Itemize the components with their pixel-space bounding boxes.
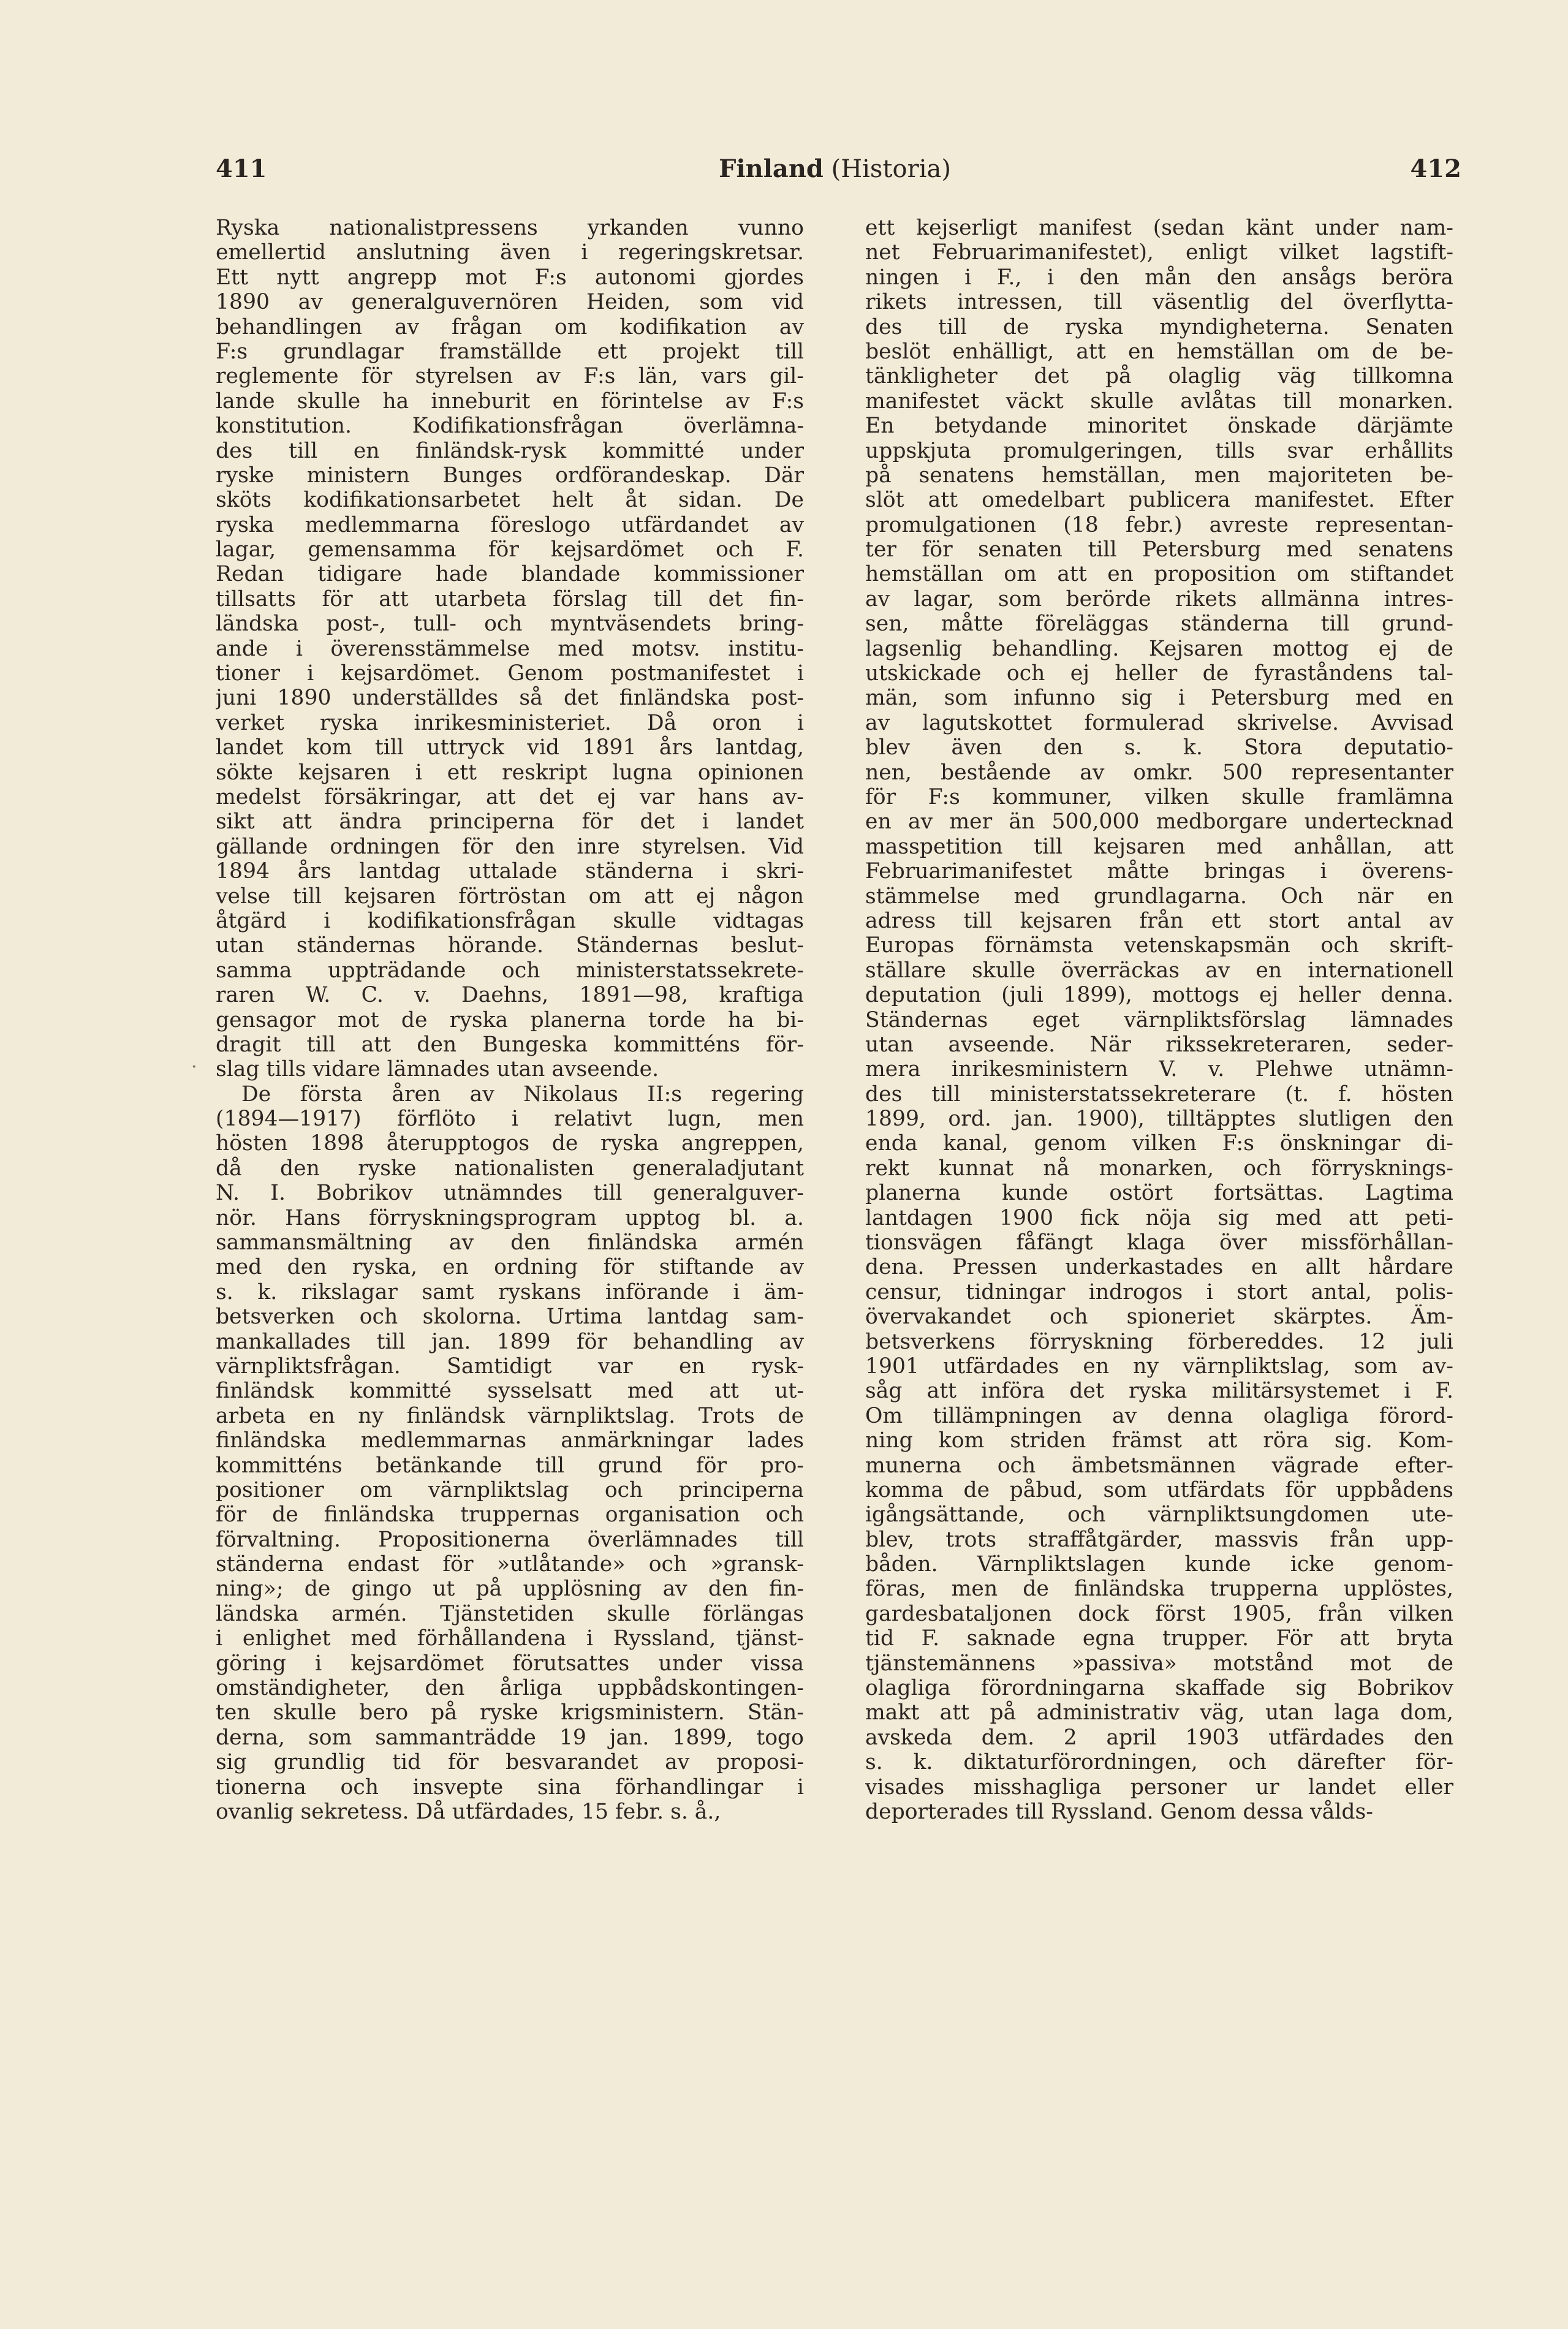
text-line: 1890 av generalguvernören Heiden, som vid (216, 290, 804, 315)
text-line: övervakandet och spioneriet skärptes. Äm- (865, 1305, 1453, 1330)
text-line: samma uppträdande och ministerstatssekrete- (216, 958, 804, 983)
text-line: 1901 utfärdades en ny värnpliktslag, som av- (865, 1354, 1453, 1379)
text-line: Europas förnämsta vetenskapsmän och skrift- (865, 933, 1453, 958)
text-line: masspetition till kejsaren med anhållan, att (865, 834, 1453, 859)
text-line: ter för senaten till Petersburg med senatens (865, 537, 1453, 562)
text-line: ovanlig sekretess. Då utfärdades, 15 febr. s. å., (216, 1800, 721, 1824)
text-line: hemställan om att en proposition om stiftandet (865, 562, 1453, 587)
text-line: komma de påbud, som utfärdats för uppbådens (865, 1477, 1453, 1502)
text-line: båden. Värnpliktslagen kunde icke genom- (865, 1552, 1453, 1577)
text-line: des till de ryska myndigheterna. Senaten (865, 314, 1453, 339)
text-line: tioner i kejsardömet. Genom postmanifestet i (216, 661, 804, 686)
text-line: utan avseende. När rikssekreteraren, seder- (865, 1032, 1453, 1057)
text-line: med den ryska, en ordning för stiftande av (216, 1255, 804, 1280)
text-line: verket ryska inrikesministeriet. Då oron i (216, 710, 804, 735)
text-line: makt att på administrativ väg, utan laga dom, (865, 1700, 1453, 1725)
text-line: emellertid anslutning även i regeringskretsar. (216, 240, 804, 265)
right-page-number: 412 (1410, 154, 1461, 183)
text-line: net Februarimanifestet), enligt vilket lagstift- (865, 240, 1453, 265)
text-line: män, som infunno sig i Petersburg med en (865, 686, 1453, 711)
text-line: blev, trots straffåtgärder, massvis från upp- (865, 1527, 1453, 1552)
text-line: då den ryske nationalisten generaladjutant (216, 1156, 804, 1181)
text-line: sammansmältning av den finländska armén (216, 1230, 804, 1255)
text-line: enda kanal, genom vilken F:s önskningar di- (865, 1131, 1453, 1156)
text-line: arbeta en ny finländsk värnpliktslag. Trots de (216, 1403, 804, 1428)
text-line: Ryska nationalistpressens yrkanden vunno (216, 216, 804, 240)
text-line: finländsk kommitté sysselsatt med att ut- (216, 1379, 804, 1404)
text-line: Ständernas eget värnpliktsförslag lämnades (865, 1007, 1453, 1032)
text-line: landet kom till uttryck vid 1891 års lantdag, (216, 735, 804, 760)
text-line: ryske ministern Bunges ordförandeskap. Där (216, 463, 804, 488)
text-line: igångsättande, och värnpliktsungdomen ute- (865, 1502, 1453, 1528)
text-line: behandlingen av frågan om kodifikation av (216, 314, 804, 339)
text-line: avskeda dem. 2 april 1903 utfärdades den (865, 1725, 1453, 1750)
text-line: utskickade och ej heller de fyraståndens tal- (865, 661, 1453, 686)
text-line: gällande ordningen för den inre styrelsen. Vid (216, 834, 804, 859)
left-page-number: 411 (216, 154, 267, 183)
text-line: 1899, ord. jan. 1900), tilltäpptes slutligen den (865, 1107, 1453, 1132)
running-head (208, 154, 1461, 183)
text-line: utan ständernas hörande. Ständernas beslut- (216, 933, 804, 958)
margin-mark: · (191, 1056, 197, 1078)
text-line: deputation (juli 1899), mottogs ej heller denna. (865, 983, 1453, 1008)
text-line: censur, tidningar indrogos i stort antal, polis- (865, 1279, 1453, 1305)
text-line: reglemente för styrelsen av F:s län, vars gil- (216, 364, 804, 389)
text-line: lande skulle ha inneburit en förintelse av F:s (216, 388, 804, 414)
running-head-title: Finland (719, 154, 824, 183)
text-line: ställare skulle överräckas av en internationell (865, 958, 1453, 983)
text-line: sig grundlig tid för besvarandet av proposi- (216, 1750, 804, 1775)
text-line: rikets intressen, till väsentlig del överflytta- (865, 290, 1453, 315)
text-line: omständigheter, den årliga uppbådskontingen- (216, 1676, 804, 1701)
text-line: för de finländska truppernas organisation och (216, 1502, 804, 1528)
text-line: beslöt enhälligt, att en hemställan om de be- (865, 339, 1453, 364)
text-line: slag tills vidare lämnades utan avseende. (216, 1057, 659, 1082)
text-line: En betydande minoritet önskade därjämte (865, 414, 1453, 439)
text-line: ning»; de gingo ut på upplösning av den fin- (216, 1577, 804, 1602)
text-line: De första åren av Nikolaus II:s regering (241, 1081, 804, 1107)
text-line: ande i överensstämmelse med motsv. institu- (216, 636, 804, 661)
text-line: raren W. C. v. Daehns, 1891—98, kraftiga (216, 983, 804, 1008)
text-line: des till ministerstatssekreterare (t. f. hösten (865, 1081, 1453, 1107)
text-line: mera inrikesministern V. v. Plehwe utnämn- (865, 1057, 1453, 1082)
text-line: 1894 års lantdag uttalade ständerna i skri- (216, 859, 804, 884)
text-line: gardesbataljonen dock först 1905, från vilken (865, 1601, 1453, 1626)
text-line: ländska armén. Tjänstetiden skulle förlängas (216, 1601, 804, 1626)
text-line: ett kejserligt manifest (sedan känt under nam- (865, 216, 1453, 240)
text-line: av lagutskottet formulerad skrivelse. Avvisad (865, 710, 1453, 735)
text-line: visades misshagliga personer ur landet eller (865, 1774, 1453, 1800)
text-line: Redan tidigare hade blandade kommissioner (216, 562, 804, 587)
text-line: des till en finländsk-rysk kommitté under (216, 438, 804, 463)
text-line: promulgationen (18 febr.) avreste representan- (865, 512, 1453, 537)
text-line: såg att införa det ryska militärsystemet i F. (865, 1379, 1453, 1404)
left-text-column (216, 216, 804, 1824)
text-line: dragit till att den Bungeska kommitténs för- (216, 1032, 804, 1057)
text-line: finländska medlemmarnas anmärkningar lades (216, 1428, 804, 1453)
text-line: planerna kunde ostört fortsättas. Lagtima (865, 1181, 1453, 1206)
text-line: s. k. rikslagar samt ryskans införande i äm- (216, 1279, 804, 1305)
text-line: tänkligheter det på olaglig väg tillkomna (865, 364, 1453, 389)
text-line: i enlighet med förhållandena i Ryssland, tjänst- (216, 1626, 804, 1651)
text-line: ryska medlemmarna föreslogo utfärdandet av (216, 512, 804, 537)
text-line: juni 1890 underställdes så det finländska post- (216, 686, 804, 711)
text-line: dena. Pressen underkastades en allt hårdare (865, 1255, 1453, 1280)
text-line: olagliga förordningarna skaffade sig Bobrikov (865, 1676, 1453, 1701)
text-line: slöt att omedelbart publicera manifestet. Efter (865, 488, 1453, 513)
text-line: för F:s kommuner, vilken skulle framlämna (865, 784, 1453, 809)
text-line: blev även den s. k. Stora deputatio- (865, 735, 1453, 760)
text-line: förvaltning. Propositionerna överlämnades till (216, 1527, 804, 1552)
text-line: lantdagen 1900 fick nöja sig med att peti- (865, 1205, 1453, 1230)
text-line: betsverkens förryskning förbereddes. 12 juli (865, 1329, 1453, 1354)
text-line: (1894—1917) förflöto i relativt lugn, men (216, 1107, 804, 1132)
text-line: nen, bestående av omkr. 500 representanter (865, 760, 1453, 785)
text-line: ning kom striden främst att röra sig. Kom- (865, 1428, 1453, 1453)
text-line: ländska post-, tull- och myntväsendets bring- (216, 612, 804, 637)
text-line: konstitution. Kodifikationsfrågan överlämna- (216, 414, 804, 439)
text-line: sikt att ändra principerna för det i landet (216, 809, 804, 835)
text-line: nör. Hans förryskningsprogram upptog bl. a. (216, 1205, 804, 1230)
text-line: ten skulle bero på ryske krigsministern. Stän- (216, 1700, 804, 1725)
text-line: N. I. Bobrikov utnämndes till generalguver- (216, 1181, 804, 1206)
text-line: en av mer än 500,000 medborgare undertecknad (865, 809, 1453, 835)
text-line: velse till kejsaren förtröstan om att ej någon (216, 884, 804, 909)
text-line: på senatens hemställan, men majoriteten be- (865, 463, 1453, 488)
text-line: lagsenlig behandling. Kejsaren mottog ej de (865, 636, 1453, 661)
text-line: föras, men de finländska trupperna upplöstes, (865, 1577, 1453, 1602)
page-header (208, 154, 1461, 191)
text-line: rekt kunnat nå monarken, och förrysknings- (865, 1156, 1453, 1181)
text-line: gensagor mot de ryska planerna torde ha bi- (216, 1007, 804, 1032)
text-line: derna, som sammanträdde 19 jan. 1899, togo (216, 1725, 804, 1750)
text-line: sen, måtte föreläggas ständerna till grund- (865, 612, 1453, 637)
text-line: uppskjuta promulgeringen, tills svar erhållits (865, 438, 1453, 463)
text-line: kommitténs betänkande till grund för pro- (216, 1453, 804, 1478)
text-line: lagar, gemensamma för kejsardömet och F. (216, 537, 804, 562)
text-line: göring i kejsardömet förutsattes under vissa (216, 1651, 804, 1676)
text-line: F:s grundlagar framställde ett projekt till (216, 339, 804, 364)
running-head-subtitle: (Historia) (831, 155, 951, 183)
text-line: medelst försäkringar, att det ej var hans av- (216, 784, 804, 809)
text-line: tid F. saknade egna trupper. För att bryta (865, 1626, 1453, 1651)
text-line: Februarimanifestet måtte bringas i överens- (865, 859, 1453, 884)
text-line: tionerna och insvepte sina förhandlingar i (216, 1774, 804, 1800)
text-line: Om tillämpningen av denna olagliga förord- (865, 1403, 1453, 1428)
text-line: sköts kodifikationsarbetet helt åt sidan. De (216, 488, 804, 513)
text-line: ningen i F., i den mån den ansågs beröra (865, 265, 1453, 290)
text-line: tillsatts för att utarbeta förslag till det fin- (216, 586, 804, 612)
text-line: Ett nytt angrepp mot F:s autonomi gjordes (216, 265, 804, 290)
text-line: tionsvägen fåfängt klaga över missförhållan- (865, 1230, 1453, 1255)
text-line: av lagar, som berörde rikets allmänna intres- (865, 586, 1453, 612)
text-line: åtgärd i kodifikationsfrågan skulle vidtagas (216, 908, 804, 933)
text-line: deporterades till Ryssland. Genom dessa vålds- (865, 1800, 1373, 1824)
text-line: stämmelse med grundlagarna. Och när en (865, 884, 1453, 909)
text-line: s. k. diktaturförordningen, och därefter för- (865, 1750, 1453, 1775)
text-line: betsverken och skolorna. Urtima lantdag sam- (216, 1305, 804, 1330)
text-line: mankallades till jan. 1899 för behandling av (216, 1329, 804, 1354)
text-line: adress till kejsaren från ett stort antal av (865, 908, 1453, 933)
text-line: värnpliktsfrågan. Samtidigt var en rysk- (216, 1354, 804, 1379)
text-line: positioner om värnpliktslag och principerna (216, 1477, 804, 1502)
text-line: ständerna endast för »utlåtande» och »gransk- (216, 1552, 804, 1577)
text-line: hösten 1898 återupptogos de ryska angreppen, (216, 1131, 804, 1156)
text-line: manifestet väckt skulle avlåtas till monarken. (865, 388, 1453, 414)
right-text-column (865, 216, 1453, 1824)
text-line: munerna och ämbetsmännen vägrade efter- (865, 1453, 1453, 1478)
text-line: sökte kejsaren i ett reskript lugna opinionen (216, 760, 804, 785)
text-line: tjänstemännens »passiva» motstånd mot de (865, 1651, 1453, 1676)
